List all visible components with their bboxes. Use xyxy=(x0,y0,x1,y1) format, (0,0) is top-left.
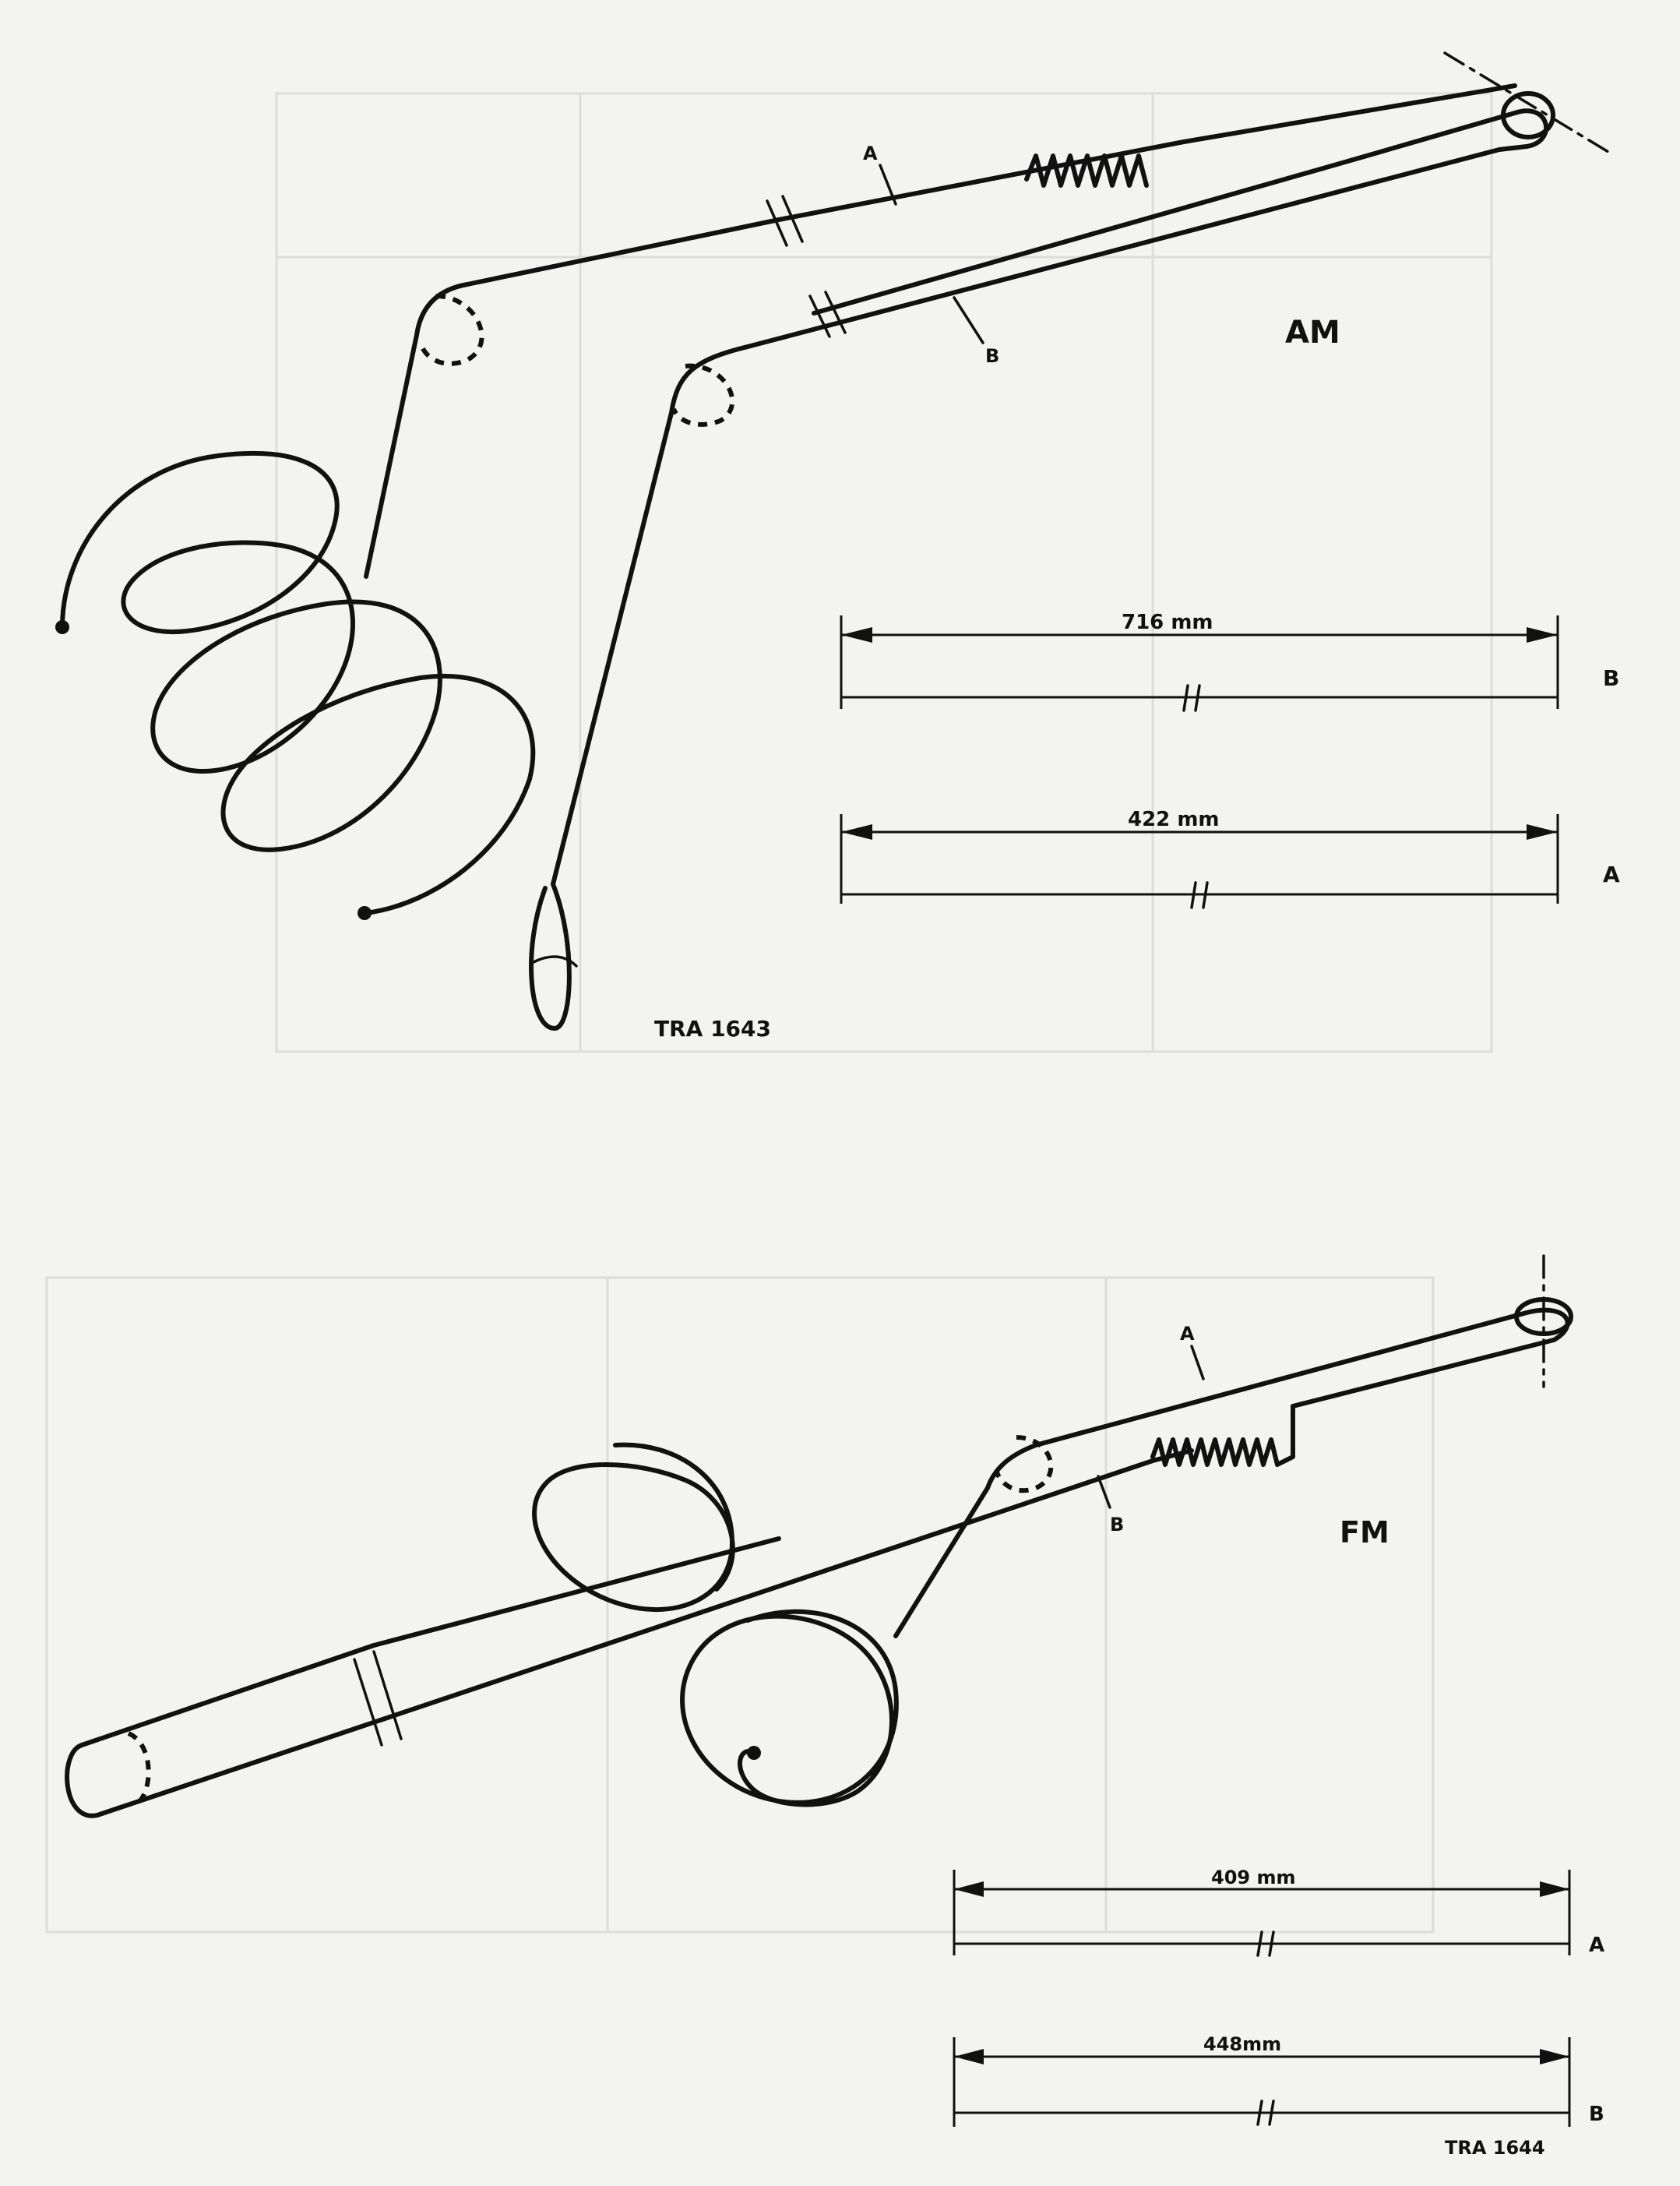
am-coil-start xyxy=(55,620,69,634)
am-dim-a-value: 422 mm xyxy=(1128,808,1220,831)
fm-dim-b-letter: B xyxy=(1589,2103,1604,2126)
am-coil xyxy=(62,453,533,913)
fm-coil-right xyxy=(682,1612,896,1805)
am-dim-a xyxy=(841,808,1620,908)
fm-dim-a-letter: A xyxy=(1589,1934,1605,1957)
fm-figure-ref: TRA 1644 xyxy=(1445,2137,1545,2159)
fm-wire-b-label: B xyxy=(1110,1514,1125,1535)
fm-section-label: FM xyxy=(1340,1515,1389,1550)
fm-dim-a xyxy=(954,1867,1604,1957)
am-figure-ref: TRA 1643 xyxy=(654,1016,772,1042)
am-wire-a xyxy=(366,86,1515,576)
fm-rod-lower xyxy=(97,1451,1192,1815)
am-bend-b xyxy=(674,366,732,425)
fm-wire-a-label: A xyxy=(1180,1323,1195,1345)
fm-wire-a xyxy=(1036,1310,1568,1445)
am-wire-a-label: A xyxy=(863,143,878,164)
fm-coil-end xyxy=(747,1746,761,1760)
fm-section xyxy=(67,1256,1604,2159)
am-wire-b xyxy=(553,111,1546,884)
fm-rod-end-hidden xyxy=(129,1733,149,1803)
am-coil-end xyxy=(357,906,372,920)
am-section xyxy=(55,53,1620,1042)
fm-rod-break xyxy=(354,1652,401,1745)
fm-dim-b xyxy=(954,2033,1604,2127)
bleed-through-table xyxy=(47,93,1492,1932)
am-wire-b-label: B xyxy=(985,345,1000,367)
fm-dim-a-value: 409 mm xyxy=(1211,1867,1296,1888)
am-dim-b-value: 716 mm xyxy=(1122,611,1213,634)
fm-coil-left xyxy=(534,1445,733,1610)
fm-rod-end xyxy=(67,1745,97,1816)
am-section-label: AM xyxy=(1285,315,1340,351)
am-dim-b-letter: B xyxy=(1603,665,1620,691)
fm-rod-upper xyxy=(82,1539,779,1745)
am-dim-a-letter: A xyxy=(1603,862,1620,887)
am-dim-b xyxy=(841,611,1619,710)
fm-dim-b-value: 448mm xyxy=(1203,2033,1282,2055)
